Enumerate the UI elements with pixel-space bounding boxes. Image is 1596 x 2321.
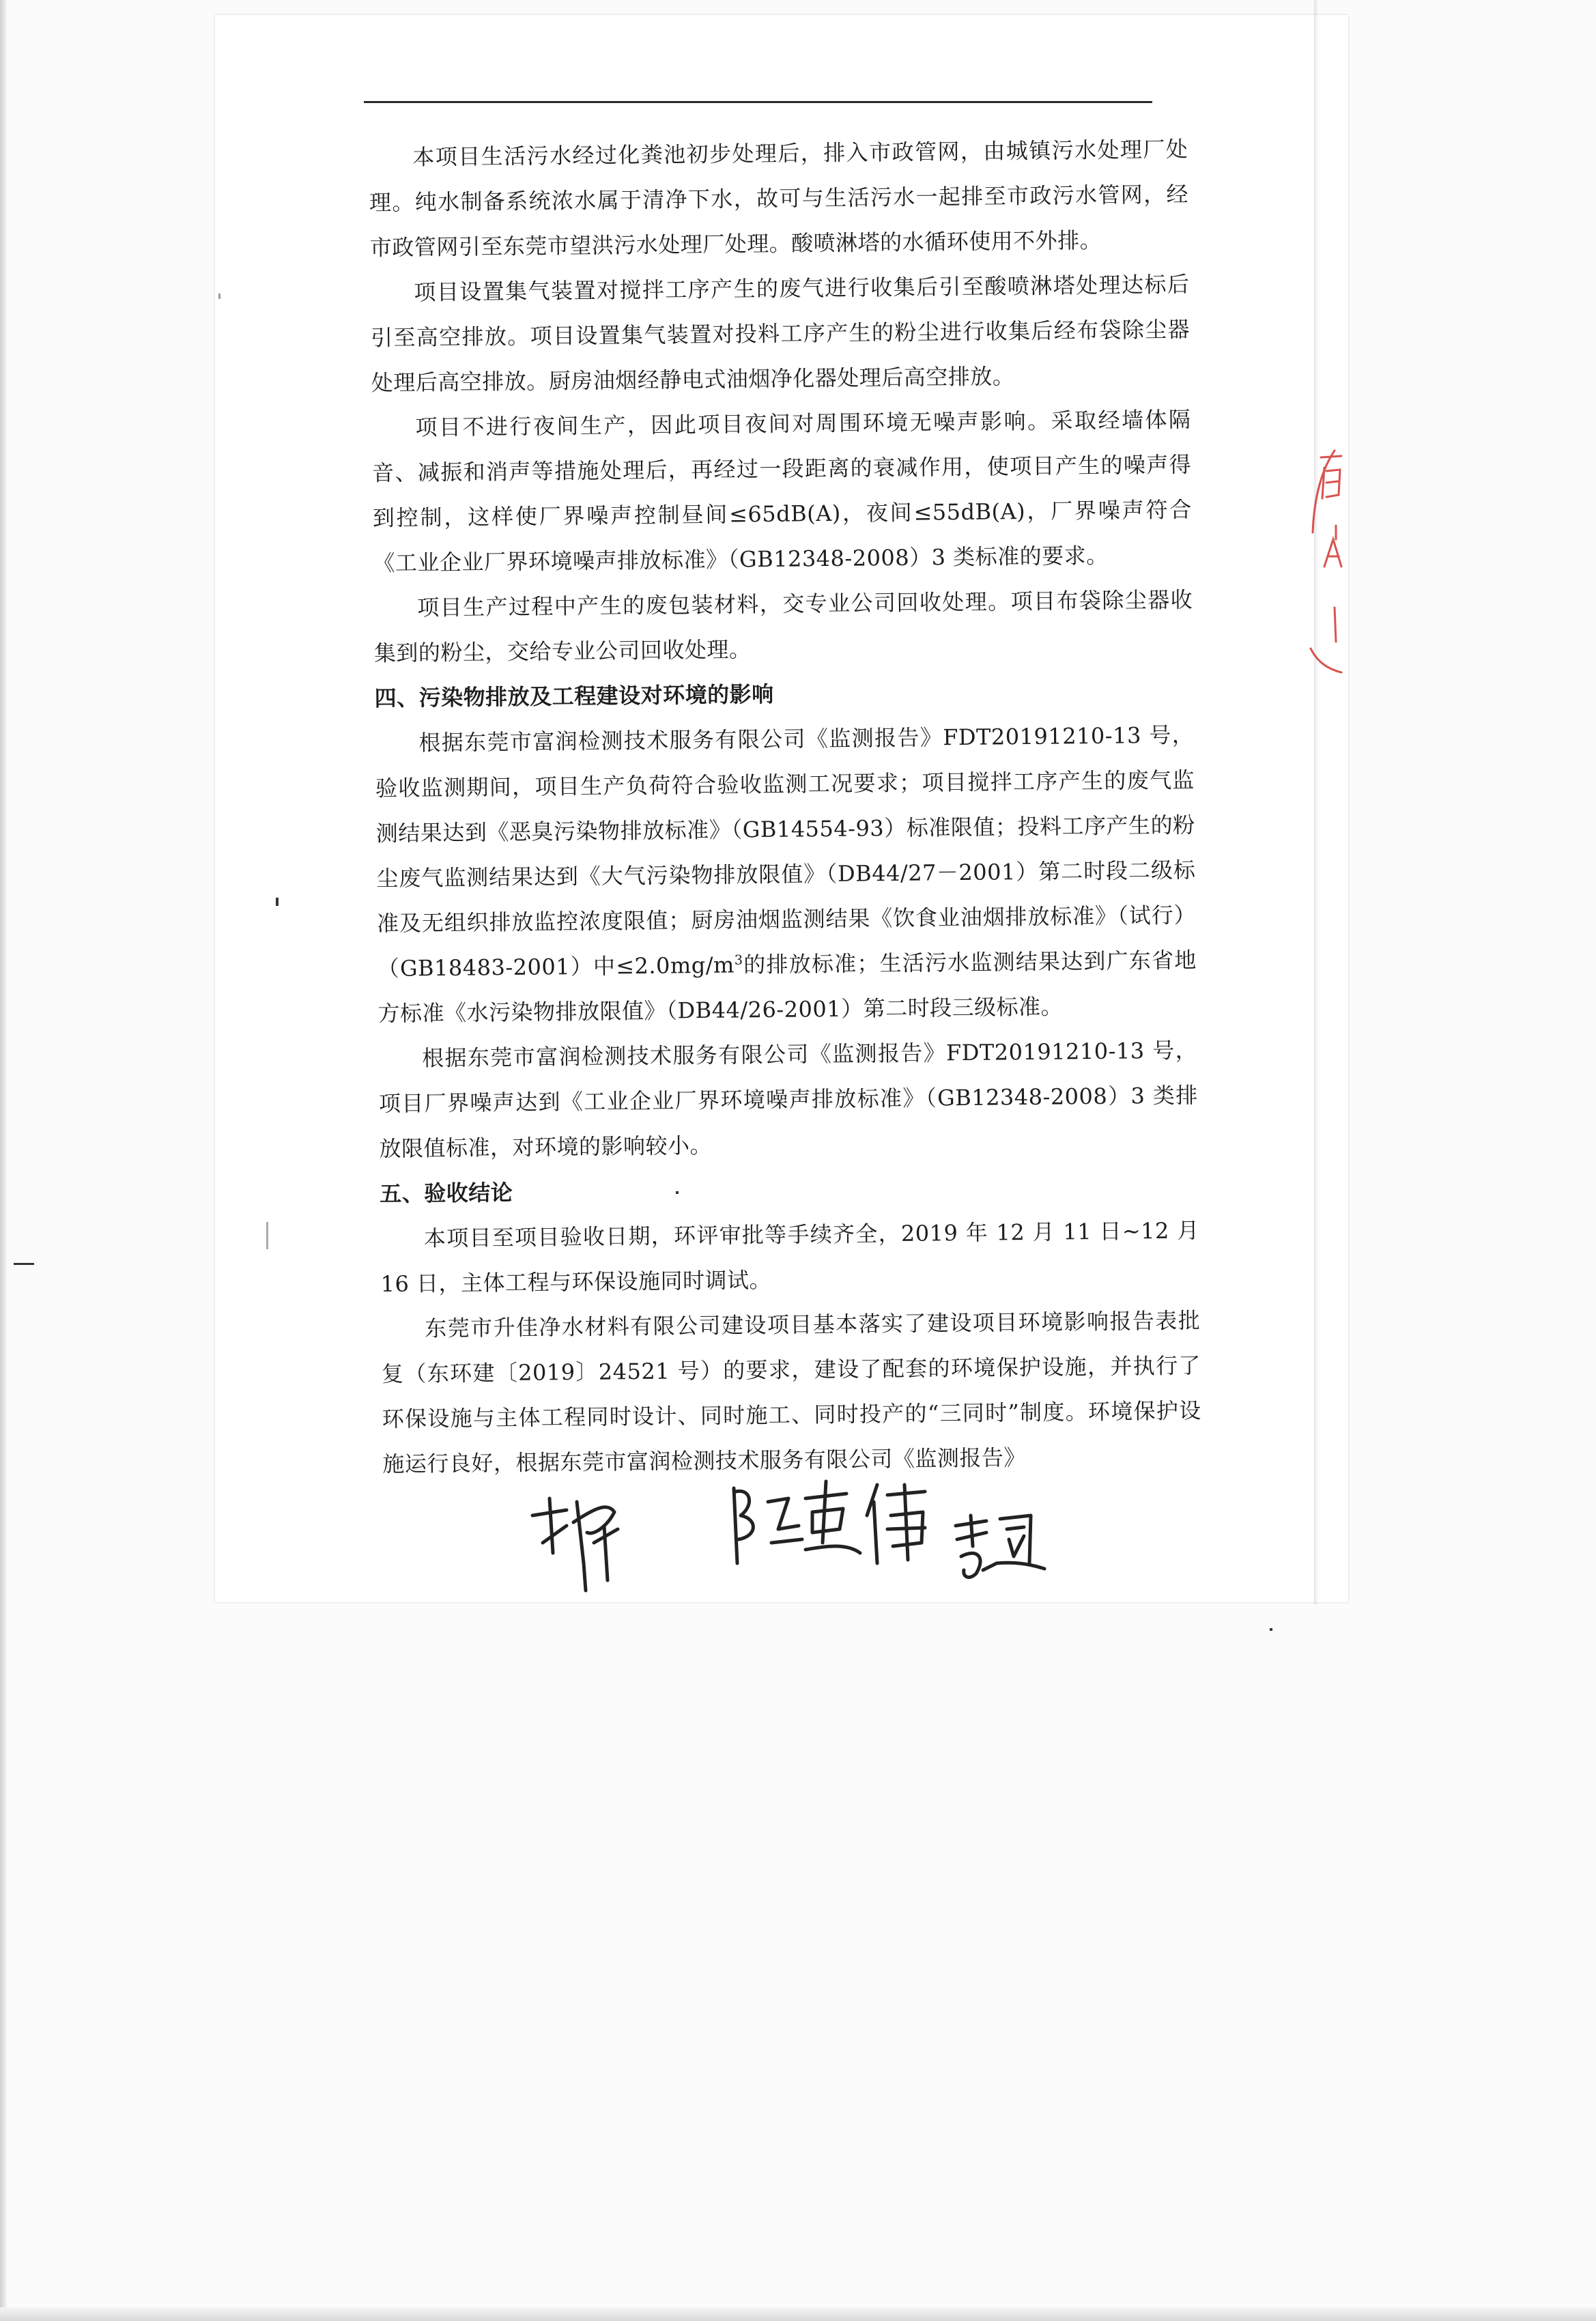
signature-3: [956, 1515, 1044, 1577]
scan-speck: [266, 1222, 268, 1249]
scan-bottom-edge: [0, 2307, 1596, 2321]
signatures-area: [505, 1461, 1120, 1597]
document-body: [369, 126, 1202, 1486]
paragraph-acceptance-conclusion: 东莞市升佳净水材料有限公司建设项目基本落实了建设项目环境影响报告表批复（东环建〔2019〕24521 号）的要求，建设了配套的环境保护设施，并执行了环保设施与主体工程同时设计、同时施工、同时投产的“三同时”制度。环境保护设施运行良好，根据东莞市富润检测技术服务有限公司《监测报告》: [381, 1307, 1201, 1477]
scan-left-edge: [0, 0, 7, 2321]
page-edge-shadow: [1314, 0, 1318, 1604]
scan-speck: [276, 898, 279, 906]
signature-2: [734, 1481, 925, 1563]
monitoring-text-part2: 的排放标准；生活污水监测结果达到广东省地方标准《水污染物排放限值》（DB44/26-2001）第二时段三级标准。: [377, 947, 1197, 1027]
red-stamp-fragment: [1294, 444, 1348, 676]
handwritten-signatures: [505, 1461, 1120, 1597]
scan-speck: [1270, 1628, 1272, 1631]
header-rule: [364, 101, 1152, 103]
section-4-heading: 四、污染物排放及工程建设对环境的影响: [374, 681, 774, 711]
scan-speck: [218, 294, 220, 299]
scan-speck: [14, 1263, 34, 1265]
unit-superscript: 3: [734, 952, 743, 968]
paragraph-solid-waste: 项目生产过程中产生的废包装材料，交专业公司回收处理。项目布袋除尘器收集到的粉尘，交给专业公司回收处理。: [373, 586, 1193, 666]
paragraph-acceptance-date: 本项目至项目验收日期，环评审批等手续齐全，2019 年 12 月 11 日~12 月 16 日，主体工程与环保设施同时调试。: [380, 1217, 1200, 1297]
section-5-heading: 五、验收结论: [380, 1179, 513, 1207]
paragraph-monitoring-results: [375, 712, 1197, 1036]
signature-1: [532, 1498, 618, 1591]
monitoring-text-part1: 根据东莞市富润检测技术服务有限公司《监测报告》FDT20191210-13 号，验收监测期间，项目生产负荷符合验收监测工况要求；项目搅拌工序产生的废气监测结果达到《恶臭污染物排放标准》（GB14554-93）标准限值；投料工序产生的粉尘废气监测结果达到《大气污染物排放限值》（DB44/27－2001）第二时段二级标准及无组织排放监控浓度限值；厨房油烟监测结果《饮食业油烟排放标准》（试行）（GB18483-2001）中≤2.0mg/m: [375, 722, 1197, 982]
paragraph-noise: 项目不进行夜间生产，因此项目夜间对周围环境无噪声影响。采取经墙体隔音、减振和消声等措施处理后，再经过一段距离的衰减作用，使项目产生的噪声得到控制，这样使厂界噪声控制昼间≤65dB(A)，夜间≤55dB(A)，厂界噪声符合《工业企业厂界环境噪声排放标准》（GB12348-2008）3 类标准的要求。: [371, 406, 1193, 576]
scan-speck: [676, 1191, 679, 1194]
paragraph-wastewater: 本项目生活污水经过化粪池初步处理后，排入市政管网，由城镇污水处理厂处理。纯水制备系统浓水属于清净下水，故可与生活污水一起排至市政污水管网，经市政管网引至东莞市望洪污水处理厂处理。酸喷淋塔的水循环使用不外排。: [369, 136, 1189, 261]
paragraph-noise-monitoring: 根据东莞市富润检测技术服务有限公司《监测报告》FDT20191210-13 号，项目厂界噪声达到《工业企业厂界环境噪声排放标准》（GB12348-2008）3 类排放限值标准，对环境的影响较小。: [378, 1037, 1198, 1162]
paragraph-exhaust-gas: 项目设置集气装置对搅拌工序产生的废气进行收集后引至酸喷淋塔处理达标后引至高空排放。项目设置集气装置对投料工序产生的粉尘进行收集后经布袋除尘器处理后高空排放。厨房油烟经静电式油烟净化器处理后高空排放。: [370, 271, 1191, 396]
